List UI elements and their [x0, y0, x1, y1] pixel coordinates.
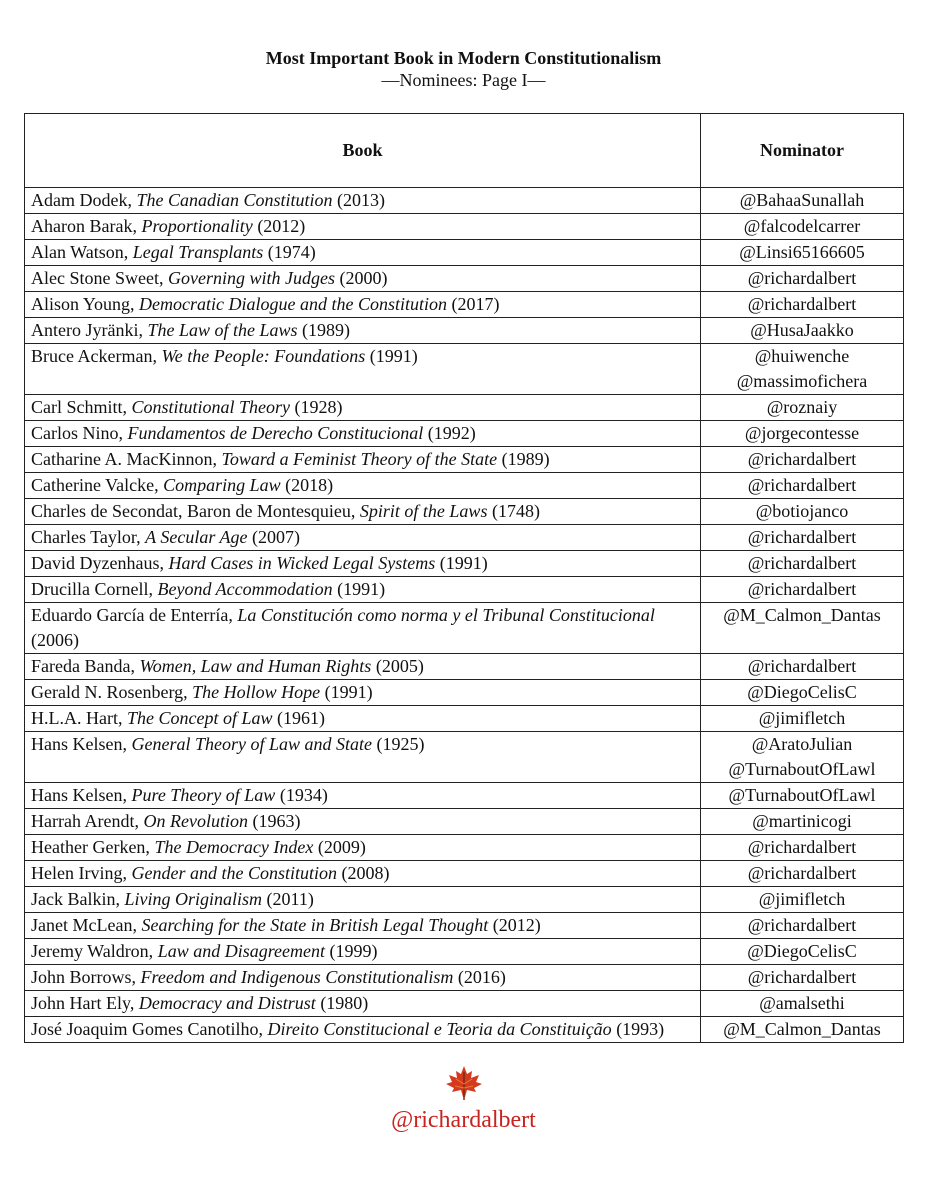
book-title: Living Originalism — [124, 889, 262, 909]
nominator-cell — [701, 577, 904, 603]
nominator-cell — [701, 783, 904, 809]
book-title: La Constitución como norma y el Tribunal Constitucional — [237, 605, 655, 625]
book-author: David Dyzenhaus, — [31, 553, 169, 573]
book-title: The Hollow Hope — [192, 682, 321, 702]
table-row — [25, 421, 904, 447]
book-author: Alan Watson, — [31, 242, 133, 262]
book-year: (2016) — [453, 967, 506, 987]
book-title: The Law of the Laws — [147, 320, 298, 340]
book-cell — [25, 861, 701, 887]
book-year: (2009) — [313, 837, 366, 857]
nominator-handle[interactable]: @AratoJulian — [751, 734, 853, 754]
table-row — [25, 447, 904, 473]
book-year: (1993) — [611, 1019, 665, 1039]
book-year: (1991) — [332, 579, 386, 599]
book-year: (2007) — [247, 527, 300, 547]
book-cell — [25, 680, 701, 706]
nominator-cell — [701, 965, 904, 991]
book-title: Beyond Accommodation — [157, 579, 333, 599]
book-cell — [25, 318, 701, 344]
table-row — [25, 991, 904, 1017]
table-row — [25, 577, 904, 603]
book-year: (2018) — [280, 475, 334, 495]
book-title: Governing with Judges — [167, 268, 335, 288]
book-year: (2000) — [334, 268, 388, 288]
book-year: (2011) — [262, 889, 314, 909]
nominees-table — [24, 113, 904, 1043]
book-year: (1748) — [487, 501, 540, 521]
book-cell — [25, 783, 701, 809]
nominator-cell — [701, 344, 904, 395]
nominator-cell — [701, 680, 904, 706]
nominator-handle[interactable]: @richardalbert — [747, 268, 857, 288]
book-year: (1974) — [263, 242, 316, 262]
nominator-handle[interactable]: @TurnaboutOfLawl — [728, 759, 876, 779]
book-year: (1980) — [315, 993, 369, 1013]
book-year: (1991) — [435, 553, 488, 573]
book-year: (2005) — [371, 656, 424, 676]
book-year: (1989) — [497, 449, 550, 469]
nominator-handle[interactable]: @jorgecontesse — [744, 423, 860, 443]
book-cell — [25, 214, 701, 240]
book-cell — [25, 732, 701, 783]
nominator-cell — [701, 939, 904, 965]
book-author: Fareda Banda, — [31, 656, 140, 676]
nominator-handle[interactable]: @DiegoCelisC — [747, 941, 857, 961]
book-cell — [25, 551, 701, 577]
nominator-cell — [701, 809, 904, 835]
book-author: John Borrows, — [31, 967, 141, 987]
nominator-cell — [701, 447, 904, 473]
book-title: A Secular Age — [145, 527, 248, 547]
book-title: Comparing Law — [163, 475, 281, 495]
book-author: Hans Kelsen, — [31, 785, 132, 805]
book-title: We the People: Foundations — [161, 346, 366, 366]
nominator-handle[interactable]: @BahaaSunallah — [739, 190, 865, 210]
book-title: Pure Theory of Law — [131, 785, 276, 805]
nominator-cell — [701, 861, 904, 887]
book-cell — [25, 188, 701, 214]
table-row — [25, 887, 904, 913]
book-year: (1991) — [320, 682, 373, 702]
book-title: Democracy and Distrust — [138, 993, 316, 1013]
book-title: Constitutional Theory — [131, 397, 291, 417]
book-author: Alec Stone Sweet, — [31, 268, 168, 288]
book-cell — [25, 577, 701, 603]
book-title: Legal Transplants — [132, 242, 264, 262]
table-row — [25, 318, 904, 344]
table-row — [25, 603, 904, 654]
book-cell — [25, 706, 701, 732]
book-title: On Revolution — [143, 811, 248, 831]
nominator-handle[interactable]: @TurnaboutOfLawl — [728, 785, 876, 805]
nominator-cell — [701, 214, 904, 240]
book-cell — [25, 887, 701, 913]
book-author: Jack Balkin, — [31, 889, 125, 909]
table-row — [25, 292, 904, 318]
book-title: Law and Disagreement — [157, 941, 326, 961]
book-cell — [25, 240, 701, 266]
page-subtitle: —Nominees: Page I— — [381, 70, 546, 90]
nominator-cell — [701, 318, 904, 344]
maple-leaf-icon — [443, 1064, 485, 1102]
table-row — [25, 913, 904, 939]
book-author: John Hart Ely, — [31, 993, 139, 1013]
book-title: Gender and the Constitution — [131, 863, 337, 883]
nominator-cell — [701, 913, 904, 939]
nominator-cell — [701, 499, 904, 525]
book-author: Aharon Barak, — [31, 216, 142, 236]
book-year: (1925) — [371, 734, 425, 754]
nominator-cell — [701, 835, 904, 861]
table-row — [25, 654, 904, 680]
nominator-cell — [701, 292, 904, 318]
table-row — [25, 809, 904, 835]
book-year: (2006) — [31, 630, 79, 650]
nominator-handle[interactable]: @richardalbert — [747, 579, 857, 599]
book-author: Janet McLean, — [31, 915, 142, 935]
nominator-handle[interactable]: @huiwenche — [754, 346, 850, 366]
book-author: Heather Gerken, — [31, 837, 155, 857]
nominator-cell — [701, 266, 904, 292]
nominator-handle[interactable]: @richardalbert — [747, 294, 857, 314]
book-author: Antero Jyränki, — [31, 320, 148, 340]
table-row — [25, 835, 904, 861]
table-row — [25, 214, 904, 240]
table-row — [25, 861, 904, 887]
table-row — [25, 344, 904, 395]
nominator-cell — [701, 887, 904, 913]
book-author: Charles Taylor, — [31, 527, 146, 547]
page-header — [0, 47, 927, 91]
book-title: Hard Cases in Wicked Legal Systems — [168, 553, 436, 573]
book-author: Hans Kelsen, — [31, 734, 132, 754]
book-cell — [25, 292, 701, 318]
nominator-handle[interactable]: @jimifletch — [758, 889, 846, 909]
book-author: Catherine Valcke, — [31, 475, 164, 495]
nominator-handle[interactable]: @richardalbert — [747, 967, 857, 987]
book-cell — [25, 499, 701, 525]
book-year: (2013) — [332, 190, 386, 210]
book-year: (1928) — [290, 397, 343, 417]
nominator-handle[interactable]: @falcodelcarrer — [743, 216, 861, 236]
book-title: Democratic Dialogue and the Constitution — [139, 294, 448, 314]
book-cell — [25, 525, 701, 551]
nominator-handle[interactable]: @amalsethi — [759, 993, 845, 1013]
book-author: H.L.A. Hart, — [31, 708, 127, 728]
book-cell — [25, 913, 701, 939]
book-author: Carl Schmitt, — [31, 397, 132, 417]
table-row — [25, 188, 904, 214]
book-title: Direito Constitucional e Teoria da Constituição — [267, 1019, 612, 1039]
book-cell — [25, 654, 701, 680]
nominator-handle[interactable]: @richardalbert — [747, 449, 857, 469]
book-year: (2017) — [447, 294, 500, 314]
nominator-handle[interactable]: @richardalbert — [747, 475, 857, 495]
book-year: (1992) — [423, 423, 476, 443]
table-row — [25, 525, 904, 551]
nominator-handle[interactable]: @richardalbert — [747, 915, 857, 935]
book-title: The Concept of Law — [126, 708, 273, 728]
nominator-cell — [701, 421, 904, 447]
book-title: Searching for the State in British Legal Thought — [141, 915, 489, 935]
book-title: General Theory of Law and State — [131, 734, 372, 754]
table-row — [25, 499, 904, 525]
book-cell — [25, 991, 701, 1017]
book-title: Fundamentos de Derecho Constitucional — [127, 423, 424, 443]
book-cell — [25, 447, 701, 473]
column-header-nominator: Nominator — [701, 114, 904, 188]
book-cell — [25, 266, 701, 292]
book-cell — [25, 473, 701, 499]
nominator-cell — [701, 706, 904, 732]
book-year: (1991) — [365, 346, 418, 366]
nominator-handle[interactable]: @roznaiy — [766, 397, 838, 417]
nominator-handle[interactable]: @jimifletch — [758, 708, 846, 728]
book-cell — [25, 603, 701, 654]
table-body — [25, 188, 904, 1043]
table-row — [25, 395, 904, 421]
nominator-handle[interactable]: @richardalbert — [747, 527, 857, 547]
table-row — [25, 706, 904, 732]
book-cell — [25, 965, 701, 991]
page-title: Most Important Book in Modern Constitutionalism — [265, 48, 662, 68]
book-author: Gerald N. Rosenberg, — [31, 682, 193, 702]
book-author: Eduardo García de Enterría, — [31, 605, 238, 625]
nominator-handle[interactable]: @M_Calmon_Dantas — [723, 605, 881, 625]
book-title: Women, Law and Human Rights — [139, 656, 372, 676]
nominator-handle[interactable]: @M_Calmon_Dantas — [723, 1019, 881, 1039]
book-year: (1999) — [325, 941, 378, 961]
book-cell — [25, 835, 701, 861]
book-year: (2012) — [252, 216, 306, 236]
nominator-cell — [701, 732, 904, 783]
nominator-cell — [701, 525, 904, 551]
book-author: Catharine A. MacKinnon, — [31, 449, 222, 469]
book-title: The Canadian Constitution — [136, 190, 333, 210]
book-author: Bruce Ackerman, — [31, 346, 162, 366]
author-handle[interactable]: @richardalbert — [391, 1107, 536, 1133]
book-author: Charles de Secondat, Baron de Montesquieu, — [31, 501, 360, 521]
nominator-cell — [701, 1017, 904, 1043]
book-author: Jeremy Waldron, — [31, 941, 158, 961]
book-title: Toward a Feminist Theory of the State — [221, 449, 498, 469]
book-title: Freedom and Indigenous Constitutionalism — [140, 967, 454, 987]
book-year: (1934) — [275, 785, 328, 805]
nominator-handle[interactable]: @richardalbert — [747, 863, 857, 883]
book-author: Drucilla Cornell, — [31, 579, 158, 599]
nominator-handle[interactable]: @richardalbert — [747, 837, 857, 857]
nominator-cell — [701, 654, 904, 680]
book-author: José Joaquim Gomes Canotilho, — [31, 1019, 268, 1039]
nominator-cell — [701, 188, 904, 214]
book-author: Harrah Arendt, — [31, 811, 144, 831]
book-year: (2008) — [336, 863, 390, 883]
book-title: Spirit of the Laws — [359, 501, 488, 521]
nominator-handle[interactable]: @massimofichera — [736, 371, 868, 391]
book-cell — [25, 421, 701, 447]
book-author: Carlos Nino, — [31, 423, 128, 443]
nominator-cell — [701, 473, 904, 499]
nominator-cell — [701, 551, 904, 577]
book-author: Adam Dodek, — [31, 190, 137, 210]
footer — [0, 1064, 927, 1134]
book-year: (1963) — [247, 811, 301, 831]
table-row — [25, 783, 904, 809]
nominator-cell — [701, 603, 904, 654]
book-cell — [25, 344, 701, 395]
table-row — [25, 732, 904, 783]
book-cell — [25, 809, 701, 835]
table-row — [25, 266, 904, 292]
table-row — [25, 473, 904, 499]
nominator-handle[interactable]: @Linsi65166605 — [739, 242, 865, 262]
book-author: Alison Young, — [31, 294, 140, 314]
table-header-row — [25, 114, 904, 188]
book-author: Helen Irving, — [31, 863, 132, 883]
nominator-handle[interactable]: @richardalbert — [747, 553, 857, 573]
nominator-cell — [701, 991, 904, 1017]
nominator-handle[interactable]: @richardalbert — [747, 656, 857, 676]
table-row — [25, 965, 904, 991]
book-title: The Democracy Index — [154, 837, 314, 857]
column-header-book: Book — [25, 114, 701, 188]
book-cell — [25, 395, 701, 421]
table-row — [25, 240, 904, 266]
nominator-handle[interactable]: @HusaJaakko — [750, 320, 854, 340]
table-row — [25, 1017, 904, 1043]
table-row — [25, 939, 904, 965]
nominator-handle[interactable]: @DiegoCelisC — [747, 682, 857, 702]
book-year: (2012) — [488, 915, 541, 935]
nominator-handle[interactable]: @martinicogi — [752, 811, 852, 831]
book-cell — [25, 939, 701, 965]
nominator-handle[interactable]: @botiojanco — [755, 501, 849, 521]
table-row — [25, 551, 904, 577]
book-year: (1961) — [272, 708, 325, 728]
nominator-cell — [701, 395, 904, 421]
book-year: (1989) — [297, 320, 351, 340]
book-title: Proportionality — [141, 216, 253, 236]
table-row — [25, 680, 904, 706]
book-cell — [25, 1017, 701, 1043]
nominator-cell — [701, 240, 904, 266]
